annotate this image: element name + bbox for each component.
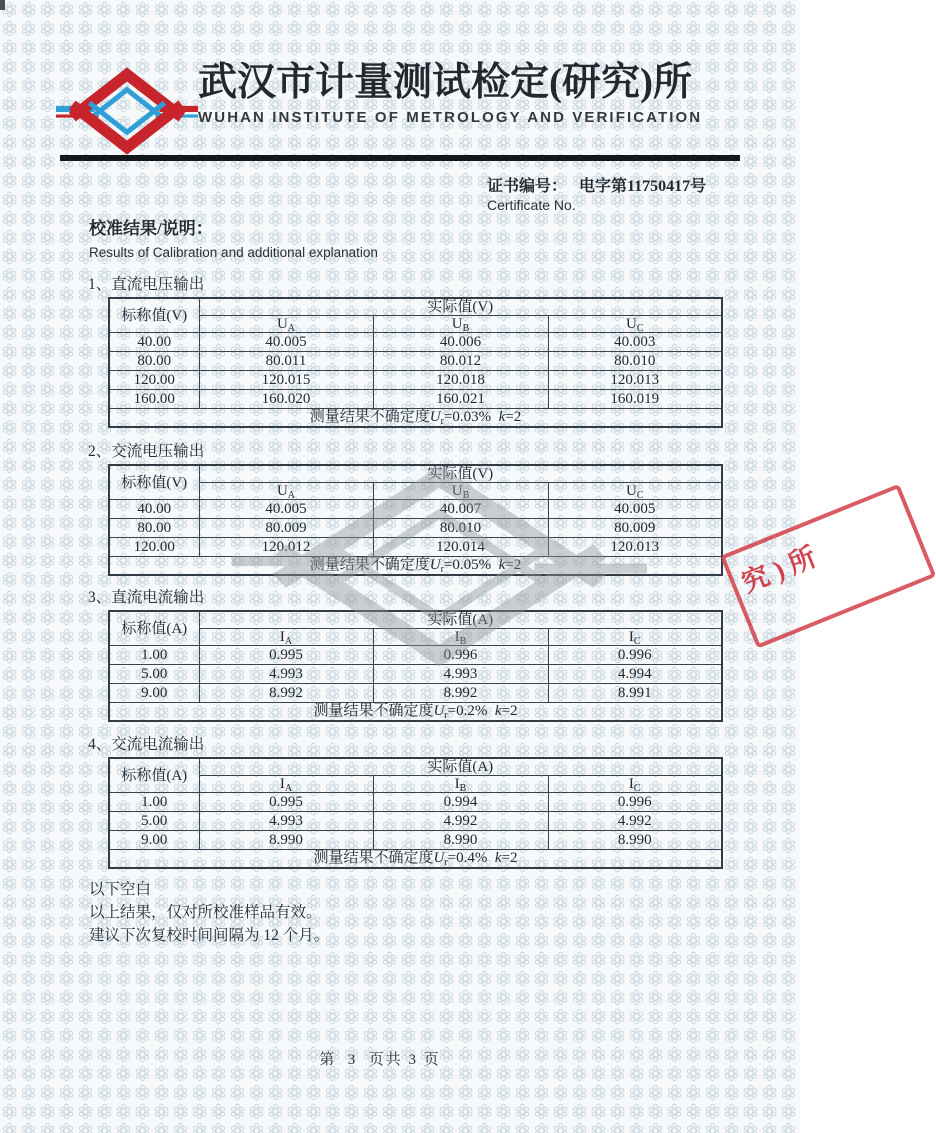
page-number: 第 3 页共 3 页 <box>319 1052 441 1068</box>
coverage-factor-value: =2 <box>501 703 518 719</box>
data-cell: 120.00 <box>109 371 199 390</box>
column-header-cell <box>199 629 373 646</box>
uncertainty-prefix: 测量结果不确定度 <box>313 850 434 866</box>
uncertainty-subscript: r <box>444 710 448 721</box>
phase-subscript: B <box>459 783 467 794</box>
quantity-symbol: U <box>276 483 288 499</box>
data-cell: 9.00 <box>109 831 199 850</box>
table-data-row <box>109 371 722 390</box>
data-cell: 120.00 <box>109 538 199 557</box>
quantity-symbol: U <box>451 316 463 332</box>
data-cell: 120.013 <box>548 371 722 390</box>
data-cell: 160.00 <box>109 390 199 409</box>
table-data-row <box>109 793 722 812</box>
coverage-factor-symbol: k <box>498 557 506 573</box>
stamp-text: 究)所 <box>737 538 827 599</box>
data-cell: 9.00 <box>109 684 199 703</box>
quantity-symbol: U <box>276 316 288 332</box>
data-cell: 0.996 <box>548 646 722 665</box>
uncertainty-prefix: 测量结果不确定度 <box>309 557 430 573</box>
table-header-row <box>109 298 722 316</box>
data-cell: 8.990 <box>373 831 548 850</box>
column-header-cell <box>199 483 373 500</box>
data-cell: 120.018 <box>373 371 548 390</box>
table-data-row <box>109 646 722 665</box>
phase-subscript: B <box>459 636 467 647</box>
column-header-cell <box>373 776 548 793</box>
column-header-cell <box>548 776 722 793</box>
notes-block <box>89 878 329 947</box>
quantity-symbol: U <box>626 483 637 499</box>
actual-header-cell: 实际值(V) <box>199 465 722 483</box>
nominal-header-cell: 标称值(A) <box>109 758 199 793</box>
data-cell: 40.005 <box>199 333 373 352</box>
data-cell: 0.996 <box>548 793 722 812</box>
uncertainty-value: =0.4% <box>447 850 488 866</box>
data-cell: 4.993 <box>199 812 373 831</box>
certificate-number: 电字第11750417号 <box>579 178 707 195</box>
phase-subscript: A <box>287 490 296 501</box>
data-cell: 0.995 <box>199 793 373 812</box>
data-cell: 160.020 <box>199 390 373 409</box>
data-cell: 0.996 <box>373 646 548 665</box>
uncertainty-symbol: U <box>429 557 441 573</box>
phase-subscript: C <box>636 490 644 501</box>
section-subtitle: Results of Calibration and additional explanation <box>89 245 378 260</box>
table-data-row <box>109 500 722 519</box>
column-header-cell <box>199 316 373 333</box>
data-cell: 1.00 <box>109 793 199 812</box>
spacer <box>487 850 495 866</box>
data-cell: 40.005 <box>199 500 373 519</box>
table-caption: 4、交流电流输出 <box>88 736 205 753</box>
data-cell: 5.00 <box>109 665 199 684</box>
column-header-cell <box>548 483 722 500</box>
uncertainty-value: =0.05% <box>443 557 492 573</box>
data-cell: 40.006 <box>373 333 548 352</box>
results-table <box>108 757 723 869</box>
uncertainty-row <box>109 850 722 869</box>
data-cell: 8.990 <box>548 831 722 850</box>
uncertainty-cell <box>109 850 722 869</box>
table-data-row <box>109 831 722 850</box>
uncertainty-subscript: r <box>444 857 448 868</box>
data-cell: 120.014 <box>373 538 548 557</box>
data-cell: 8.990 <box>199 831 373 850</box>
uncertainty-symbol: U <box>433 850 445 866</box>
coverage-factor-value: =2 <box>505 557 522 573</box>
quantity-symbol: I <box>454 776 460 792</box>
actual-header-cell: 实际值(A) <box>199 758 722 776</box>
column-header-cell <box>548 629 722 646</box>
data-cell: 80.010 <box>373 519 548 538</box>
section-heading <box>89 214 378 260</box>
data-cell: 120.013 <box>548 538 722 557</box>
data-cell: 80.010 <box>548 352 722 371</box>
data-cell: 80.011 <box>199 352 373 371</box>
column-header-cell <box>548 316 722 333</box>
uncertainty-value: =0.2% <box>447 703 488 719</box>
quantity-symbol: I <box>279 629 285 645</box>
phase-subscript: C <box>633 783 641 794</box>
spacer <box>491 557 499 573</box>
results-table <box>108 610 723 722</box>
data-cell: 40.00 <box>109 500 199 519</box>
quantity-symbol: U <box>626 316 637 332</box>
phase-subscript: B <box>462 490 470 501</box>
uncertainty-subscript: r <box>440 416 444 427</box>
phase-subscript: A <box>287 323 296 334</box>
scan-artifact-mark <box>0 0 5 10</box>
table-data-row <box>109 519 722 538</box>
table-data-row <box>109 684 722 703</box>
column-header-cell <box>199 776 373 793</box>
certificate-block <box>487 173 706 213</box>
data-cell: 4.993 <box>199 665 373 684</box>
note-line: 以上结果，仅对所校准样品有效。 <box>89 904 322 921</box>
phase-subscript: C <box>636 323 644 334</box>
table-caption: 3、直流电流输出 <box>88 589 205 606</box>
table-data-row <box>109 538 722 557</box>
institute-logo-icon <box>56 64 198 158</box>
data-cell: 0.994 <box>373 793 548 812</box>
coverage-factor-symbol: k <box>494 850 502 866</box>
data-cell: 40.005 <box>548 500 722 519</box>
data-cell: 160.021 <box>373 390 548 409</box>
data-cell: 40.007 <box>373 500 548 519</box>
table-section-dc-voltage <box>88 276 736 428</box>
data-cell: 1.00 <box>109 646 199 665</box>
uncertainty-row <box>109 557 722 576</box>
table-caption: 2、交流电压输出 <box>88 443 205 460</box>
uncertainty-prefix: 测量结果不确定度 <box>313 703 434 719</box>
certificate-label: 证书编号： <box>487 178 568 195</box>
table-subheader-row <box>109 776 722 793</box>
spacer <box>487 703 495 719</box>
phase-subscript: A <box>284 636 293 647</box>
nominal-header-cell: 标称值(V) <box>109 465 199 500</box>
note-line: 建议下次复校时间间隔为 12 个月。 <box>89 927 330 944</box>
column-header-cell <box>373 316 548 333</box>
note-line: 以下空白 <box>89 881 152 898</box>
actual-header-cell: 实际值(V) <box>199 298 722 316</box>
table-header-row <box>109 611 722 629</box>
section-title: 校准结果/说明： <box>89 219 213 238</box>
data-cell: 80.009 <box>548 519 722 538</box>
table-subheader-row <box>109 483 722 500</box>
data-cell: 4.992 <box>548 812 722 831</box>
data-cell: 160.019 <box>548 390 722 409</box>
data-cell: 80.009 <box>199 519 373 538</box>
data-cell: 40.003 <box>548 333 722 352</box>
data-cell: 80.00 <box>109 352 199 371</box>
table-caption: 1、直流电压输出 <box>88 276 205 293</box>
data-cell: 4.992 <box>373 812 548 831</box>
uncertainty-symbol: U <box>433 703 445 719</box>
uncertainty-cell <box>109 557 722 576</box>
table-data-row <box>109 812 722 831</box>
data-cell: 4.994 <box>548 665 722 684</box>
actual-header-cell: 实际值(A) <box>199 611 722 629</box>
table-data-row <box>109 665 722 684</box>
table-section-dc-current <box>88 589 736 722</box>
coverage-factor-symbol: k <box>498 409 506 425</box>
data-cell: 8.992 <box>199 684 373 703</box>
column-header-cell <box>373 629 548 646</box>
certificate-label-en: Certificate No. <box>487 197 576 213</box>
coverage-factor-symbol: k <box>494 703 502 719</box>
table-subheader-row <box>109 629 722 646</box>
data-cell: 4.993 <box>373 665 548 684</box>
data-cell: 80.00 <box>109 519 199 538</box>
spacer <box>491 409 499 425</box>
table-section-ac-current <box>88 736 736 869</box>
uncertainty-row <box>109 703 722 722</box>
results-table <box>108 464 723 576</box>
data-cell: 8.991 <box>548 684 722 703</box>
quantity-symbol: I <box>628 776 634 792</box>
page-title: 武汉市计量测试检定(研究)所 <box>198 61 692 104</box>
table-section-ac-voltage <box>88 443 736 576</box>
table-data-row <box>109 390 722 409</box>
column-header-cell <box>373 483 548 500</box>
data-cell: 120.012 <box>199 538 373 557</box>
uncertainty-row <box>109 409 722 428</box>
phase-subscript: C <box>633 636 641 647</box>
data-cell: 80.012 <box>373 352 548 371</box>
uncertainty-cell <box>109 703 722 722</box>
data-cell: 8.992 <box>373 684 548 703</box>
header-rule <box>60 155 740 161</box>
quantity-symbol: U <box>451 483 463 499</box>
uncertainty-subscript: r <box>440 564 444 575</box>
table-subheader-row <box>109 316 722 333</box>
data-cell: 120.015 <box>199 371 373 390</box>
table-header-row <box>109 465 722 483</box>
data-cell: 40.00 <box>109 333 199 352</box>
table-header-row <box>109 758 722 776</box>
coverage-factor-value: =2 <box>505 409 522 425</box>
nominal-header-cell: 标称值(A) <box>109 611 199 646</box>
quantity-symbol: I <box>279 776 285 792</box>
nominal-header-cell: 标称值(V) <box>109 298 199 333</box>
table-data-row <box>109 352 722 371</box>
results-table <box>108 297 723 428</box>
uncertainty-cell <box>109 409 722 428</box>
data-cell: 5.00 <box>109 812 199 831</box>
quantity-symbol: I <box>454 629 460 645</box>
uncertainty-value: =0.03% <box>443 409 492 425</box>
uncertainty-symbol: U <box>429 409 441 425</box>
uncertainty-prefix: 测量结果不确定度 <box>309 409 430 425</box>
coverage-factor-value: =2 <box>501 850 518 866</box>
phase-subscript: A <box>284 783 293 794</box>
table-data-row <box>109 333 722 352</box>
quantity-symbol: I <box>628 629 634 645</box>
org-subtitle: WUHAN INSTITUTE OF METROLOGY AND VERIFICATION <box>198 109 703 126</box>
data-cell: 0.995 <box>199 646 373 665</box>
phase-subscript: B <box>462 323 470 334</box>
